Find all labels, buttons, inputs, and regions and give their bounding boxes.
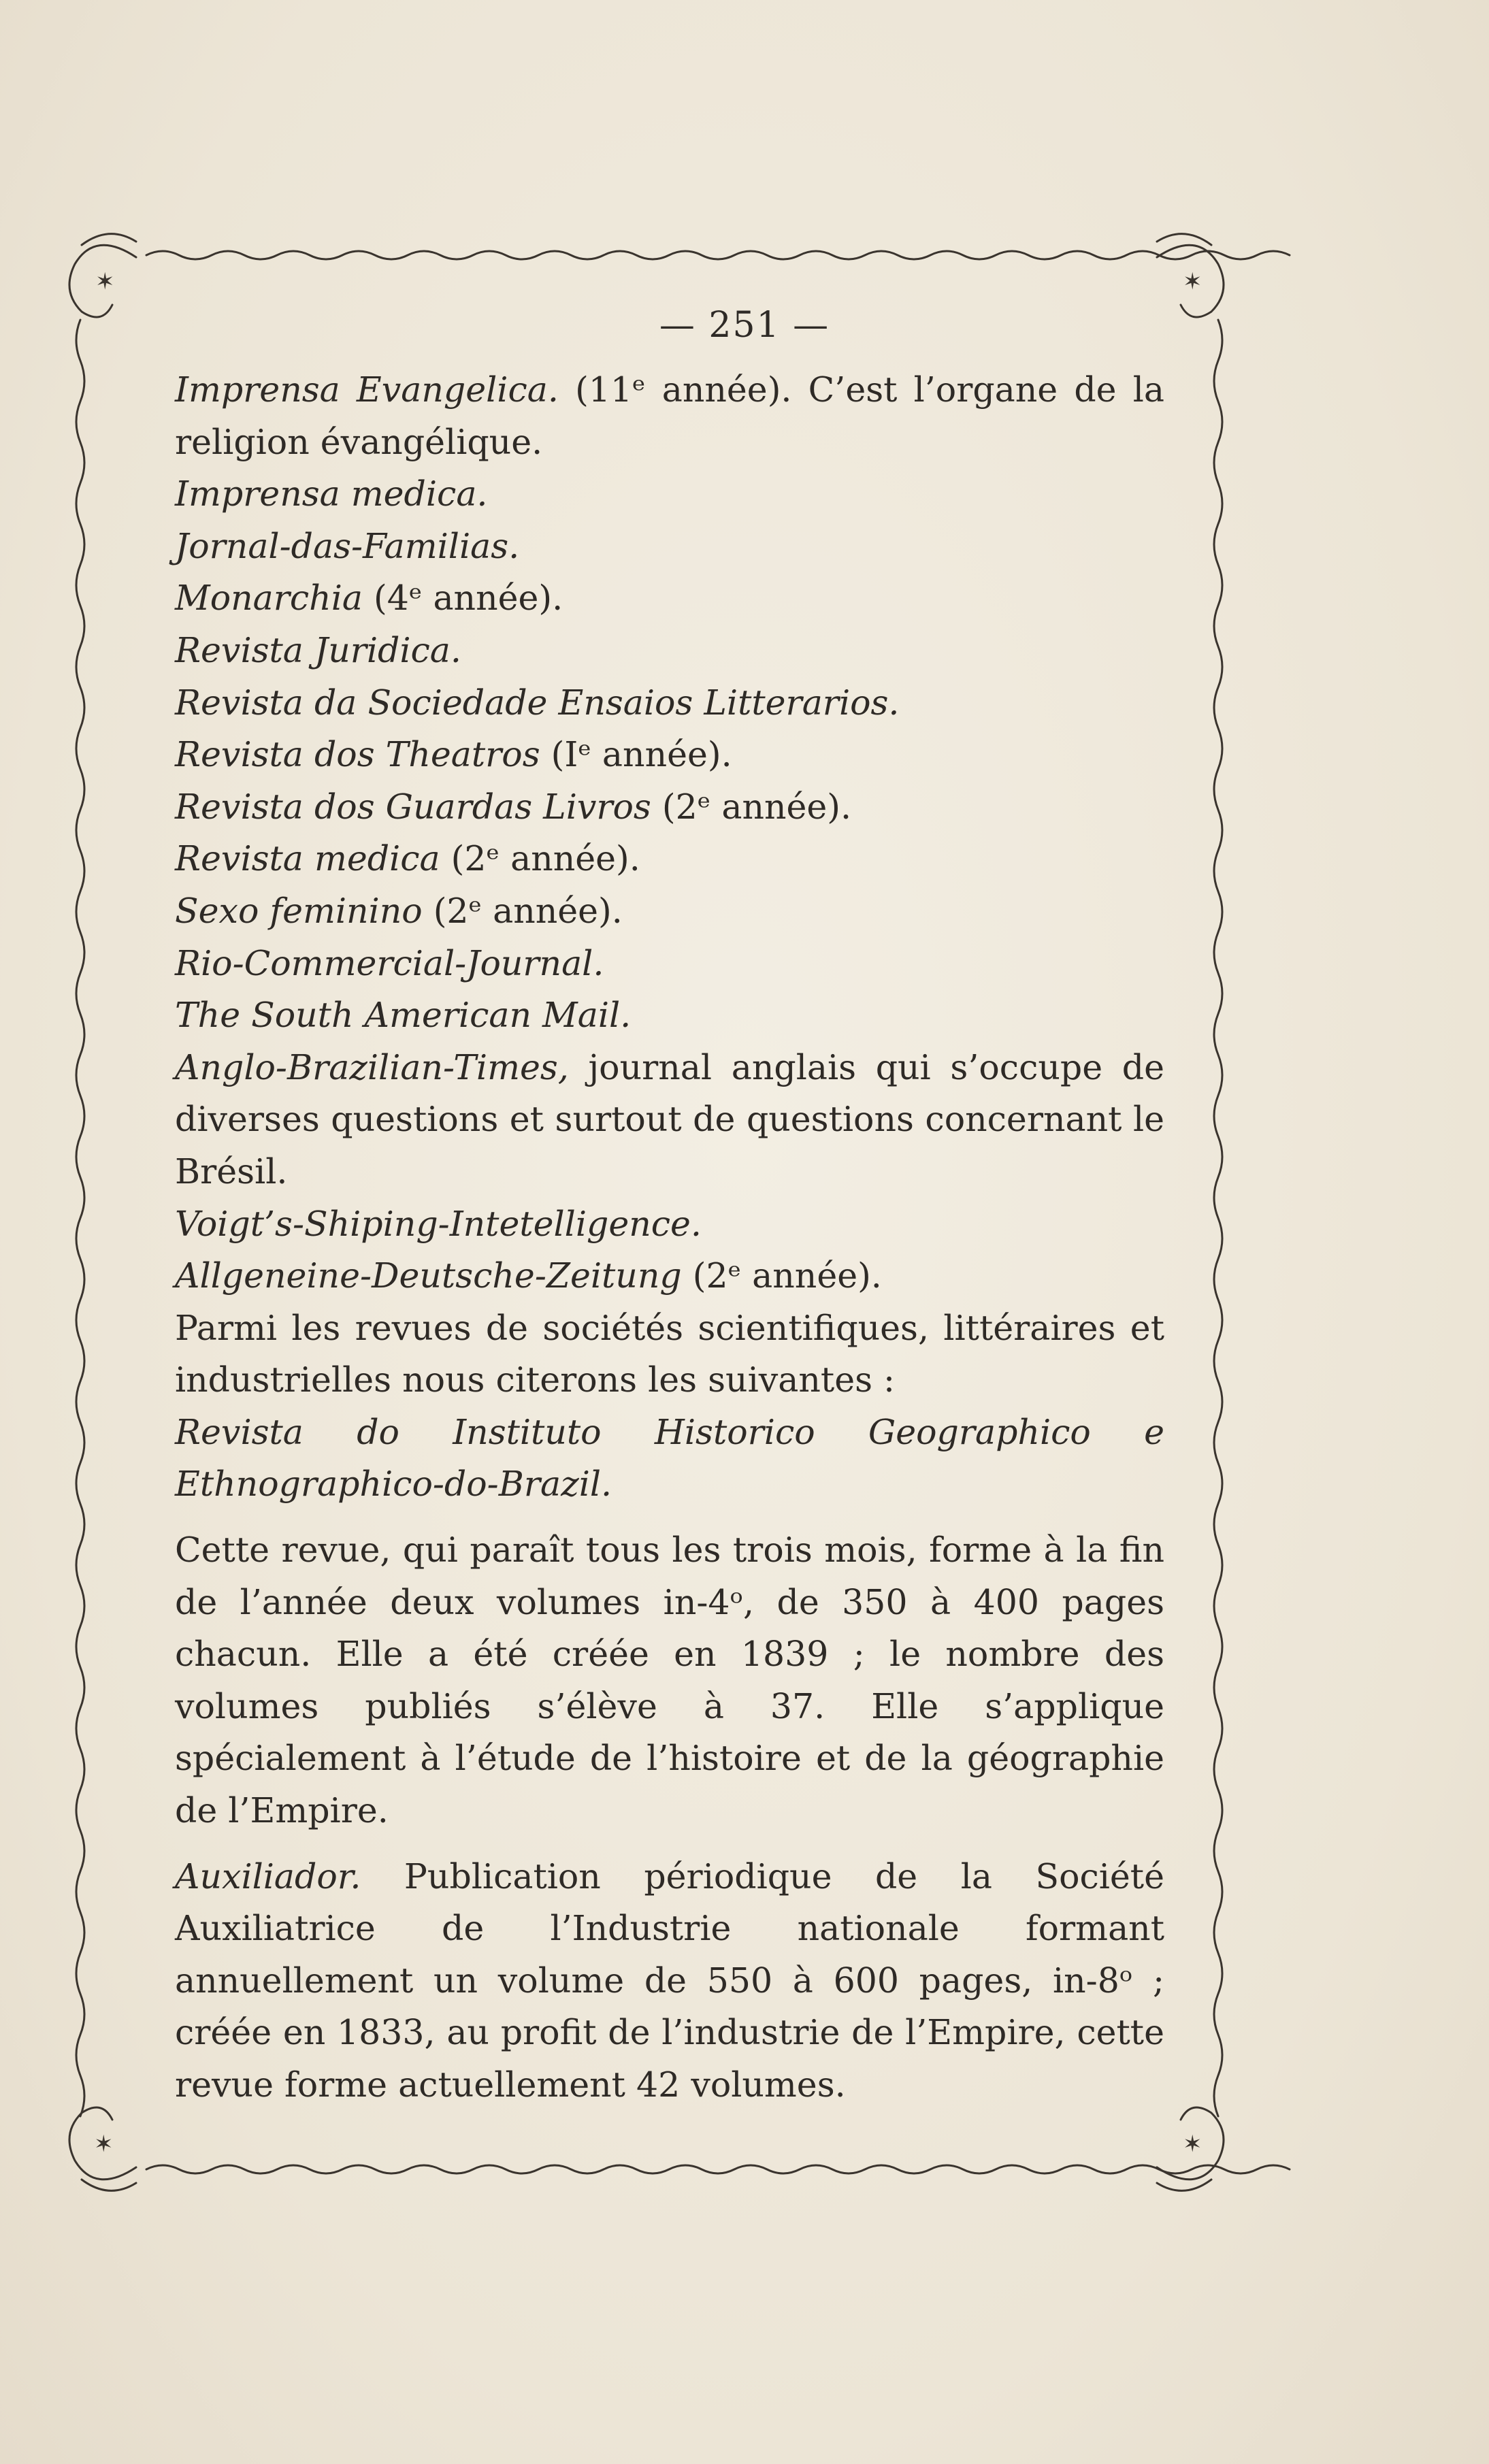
left-wavy-rule [76,320,84,2116]
bottom-left-corner-ornament [69,2107,136,2190]
entry-south-american-mail: The South American Mail. [175,995,632,1036]
journal-title: Imprensa Evangelica. [175,369,559,410]
journal-note: journal anglais qui s’occupe de diverses questions et surtout de questions concernant le Brésil. [175,1047,1164,1192]
journal-title: Auxiliador. [175,1856,361,1896]
entry-voigts-shiping: Voigt’s-Shiping-Intetelligence. [175,1203,702,1244]
entry-auxiliador [135,1851,1164,2112]
paragraph-revue-description: Cette revue, qui paraît tous les trois mois, forme à la fin de l’année deux volumes in-4ᵒ, de 350 à 400 pages chacun. Elle a été créée en 1839 ; le nombre des volumes publiés s’élève à 37. Elle s’applique spécialement à l’étude de l’histoire et de la géographie de l’Empire. [175,1530,1164,1831]
journal-title: Sexo feminino [175,890,423,931]
page-number: — 251 — [659,305,830,346]
svg-text:✶: ✶ [1183,2131,1202,2158]
entry-imprensa-evangelica [135,364,1164,468]
svg-text:✶: ✶ [95,268,115,295]
entry-allgeneine-deutsche-zeitung [135,1250,1164,1302]
bottom-right-corner-ornament [1157,2107,1224,2190]
journal-title: Revista dos Theatros [175,734,540,775]
entry-rio-commercial-journal: Rio-Commercial-Journal. [175,942,604,983]
bottom-wavy-rule [146,2165,1290,2173]
entry-sexo-feminino [135,885,1164,938]
journal-title: Revista medica [175,838,440,879]
entry-revista-medica [135,833,1164,885]
journal-note: (Iᵉ année). [540,734,732,775]
journal-note: Publication périodique de la Société Auxiliatrice de l’Industrie nationale formant annuellement un volume de 550 à 600 pages, in-8ᵒ ; créée en 1833, au profit de l’industrie de l’Empire, cette revue forme actuellement 42 volumes. [175,1856,1164,2105]
entry-revista-sociedade-ensaios: Revista da Sociedade Ensaios Litterarios. [175,682,900,723]
journal-note: (2ᵉ année). [681,1255,882,1296]
entry-monarchia [135,572,1164,625]
svg-text:✶: ✶ [94,2131,114,2158]
journal-title: Anglo-Brazilian-Times, [175,1047,569,1087]
right-wavy-rule [1214,320,1222,2116]
journal-note: (2ᵉ année). [651,786,852,827]
entry-revista-guardas-livros [135,781,1164,834]
entry-jornal-das-familias: Jornal-das-Familias. [175,525,520,566]
page-body [135,364,1164,2112]
paragraph-societies-intro: Parmi les revues de sociétés scientifiques, littéraires et industrielles nous citerons les suivantes : [175,1307,1164,1400]
journal-title: Allgeneine-Deutsche-Zeitung [175,1255,682,1296]
journal-note: (11ᵉ année). C’est l’organe de la religion évangélique. [175,369,1164,462]
journal-note: (4ᵉ année). [362,578,563,619]
entry-imprensa-medica: Imprensa medica. [175,474,488,514]
entry-revista-instituto-historico: Revista do Instituto Historico Geographico e Ethnographico-do-Brazil. [175,1411,1164,1505]
entry-anglo-brazilian-times [135,1042,1164,1198]
journal-title: Monarchia [175,578,363,619]
entry-revista-theatros [135,729,1164,781]
top-wavy-rule [146,251,1290,259]
journal-note: (2ᵉ année). [422,890,623,931]
journal-title: Revista dos Guardas Livros [175,786,651,827]
journal-note: (2ᵉ année). [440,838,640,879]
svg-text:✶: ✶ [1183,268,1202,295]
entry-revista-juridica: Revista Juridica. [175,629,461,670]
